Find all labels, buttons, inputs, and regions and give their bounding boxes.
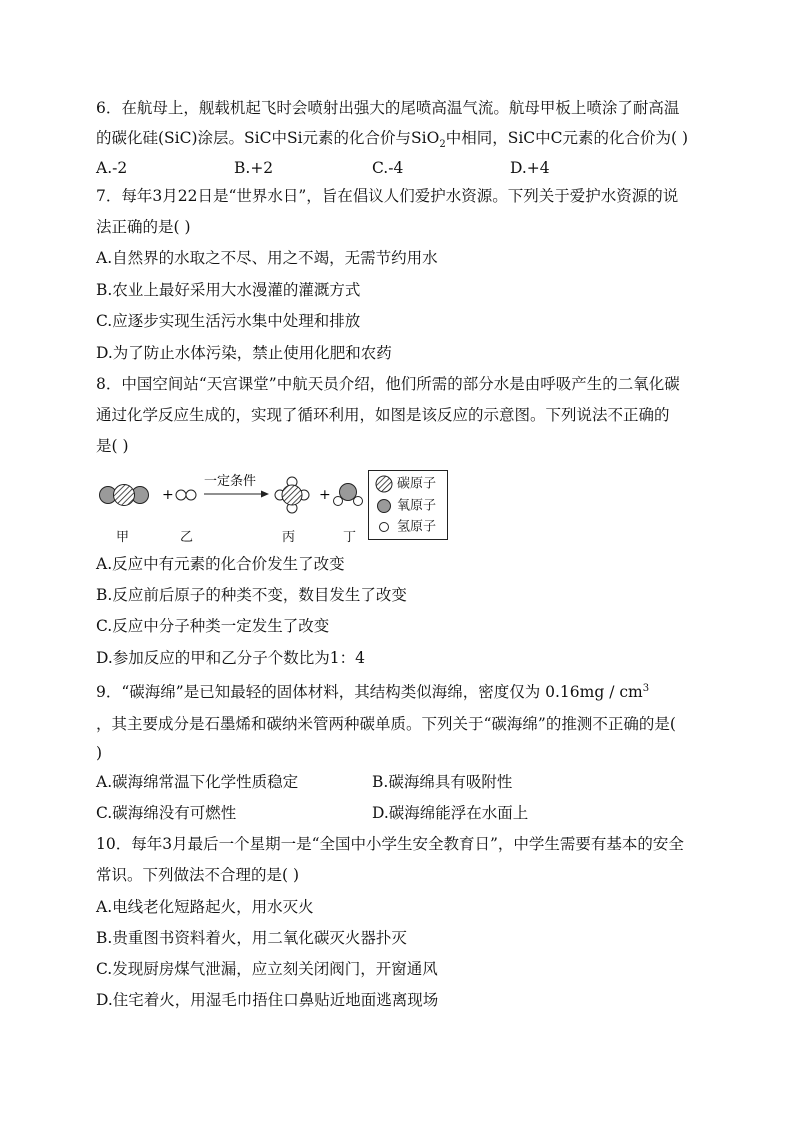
carbon-atom-icon <box>375 475 393 493</box>
molecule-yi-h2 <box>176 490 196 500</box>
q7-stem-line1: 7．每年3月22日是“世界水日”，旨在倡议人们爱护水资源。下列关于爱护水资源的说 <box>96 187 679 205</box>
q7-stem-line2: 法正确的是( ) <box>96 218 191 236</box>
molecule-ding-h2o <box>334 484 363 506</box>
oxygen-atom-icon <box>375 497 393 515</box>
q8-stem-line3: 是( ) <box>96 437 129 455</box>
q10-option-a[interactable]: A.电线老化短路起火，用水灭火 <box>96 898 314 916</box>
legend-carbon: 碳原子 <box>375 475 436 493</box>
q10-option-c[interactable]: C.发现厨房煤气泄漏，应立刻关闭阀门，开窗通风 <box>96 960 438 978</box>
legend-hydrogen: 氢原子 <box>375 518 436 536</box>
q7-option-a[interactable]: A.自然界的水取之不尽、用之不竭，无需节约用水 <box>96 249 438 267</box>
q9-option-d[interactable]: D.碳海绵能浮在水面上 <box>372 804 529 822</box>
q7-option-b[interactable]: B.农业上最好采用大水漫灌的灌溉方式 <box>96 281 361 299</box>
legend-oxygen: 氧原子 <box>375 497 436 515</box>
q8-option-b[interactable]: B.反应前后原子的种类不变，数目发生了改变 <box>96 586 407 604</box>
label-bing: 丙 <box>282 530 296 545</box>
diagram-legend <box>368 470 448 540</box>
q10-option-b[interactable]: B.贵重图书资料着火，用二氧化碳灭火器扑灭 <box>96 929 407 947</box>
q10-stem-line2: 常识。下列做法不合理的是( ) <box>96 866 300 884</box>
q6-option-d[interactable]: D.+4 <box>510 159 550 177</box>
molecule-jia-co2 <box>100 485 149 506</box>
q7-option-d[interactable]: D.为了防止水体污染，禁止使用化肥和农药 <box>96 344 392 362</box>
q10-stem-line1: 10．每年3月最后一个星期一是“全国中小学生安全教育日”，中学生需要有基本的安全 <box>96 835 684 853</box>
q8-stem-line2: 通过化学反应生成的，实现了循环利用，如图是该反应的示意图。下列说法不正确的 <box>96 406 670 424</box>
q8-option-d[interactable]: D.参加反应的甲和乙分子个数比为1：4 <box>96 649 366 667</box>
q8-option-c[interactable]: C.反应中分子种类一定发生了改变 <box>96 617 330 635</box>
q6-stem-line1: 6．在航母上，舰载机起飞时会喷射出强大的尾喷高温气流。航母甲板上喷涂了耐高温 <box>96 99 680 117</box>
q10-option-d[interactable]: D.住宅着火，用湿毛巾捂住口鼻贴近地面逃离现场 <box>96 991 439 1009</box>
q9-stem-line1: 9．“碳海绵”是已知最轻的固体材料，其结构类似海绵，密度仅为 $0.16mg / cm^3$ <box>96 683 650 702</box>
q9-option-a[interactable]: A.碳海绵常温下化学性质稳定 <box>96 773 299 791</box>
plus-sign-1: + <box>162 487 174 503</box>
hydrogen-atom-icon <box>375 518 393 536</box>
label-jia: 甲 <box>116 530 130 545</box>
q9-option-b[interactable]: B.碳海绵具有吸附性 <box>372 773 513 791</box>
q7-option-c[interactable]: C.应逐步实现生活污水集中处理和排放 <box>96 312 361 330</box>
q8-option-a[interactable]: A.反应中有元素的化合价发生了改变 <box>96 555 345 573</box>
molecule-bing-ch4 <box>275 477 309 513</box>
q9-stem-line3: ) <box>96 744 103 762</box>
q8-stem-line1: 8．中国空间站“天宫课堂”中航天员介绍，他们所需的部分水是由呼吸产生的二氧化碳 <box>96 375 680 393</box>
q6-option-a[interactable]: A.-2 <box>96 159 128 177</box>
q6-option-b[interactable]: B.+2 <box>234 159 274 177</box>
reaction-condition-label: 一定条件 <box>204 474 257 489</box>
q9-stem-line2: ，其主要成分是石墨烯和碳纳米管两种碳单质。下列关于“碳海绵”的推测不正确的是( <box>96 715 676 733</box>
label-ding: 丁 <box>343 530 357 545</box>
q9-option-c[interactable]: C.碳海绵没有可燃性 <box>96 804 237 822</box>
reaction-molecules <box>96 468 366 528</box>
reaction-arrow-head <box>261 491 269 498</box>
label-yi: 乙 <box>180 530 194 545</box>
q6-option-c[interactable]: C.-4 <box>372 159 404 177</box>
plus-sign-2: + <box>319 487 331 503</box>
q6-stem-line2: 的碳化硅(SiC)涂层。SiC中Si元素的化合价与SiO$_2$中相同，SiC中C元素的化合价为( ) <box>96 129 689 151</box>
